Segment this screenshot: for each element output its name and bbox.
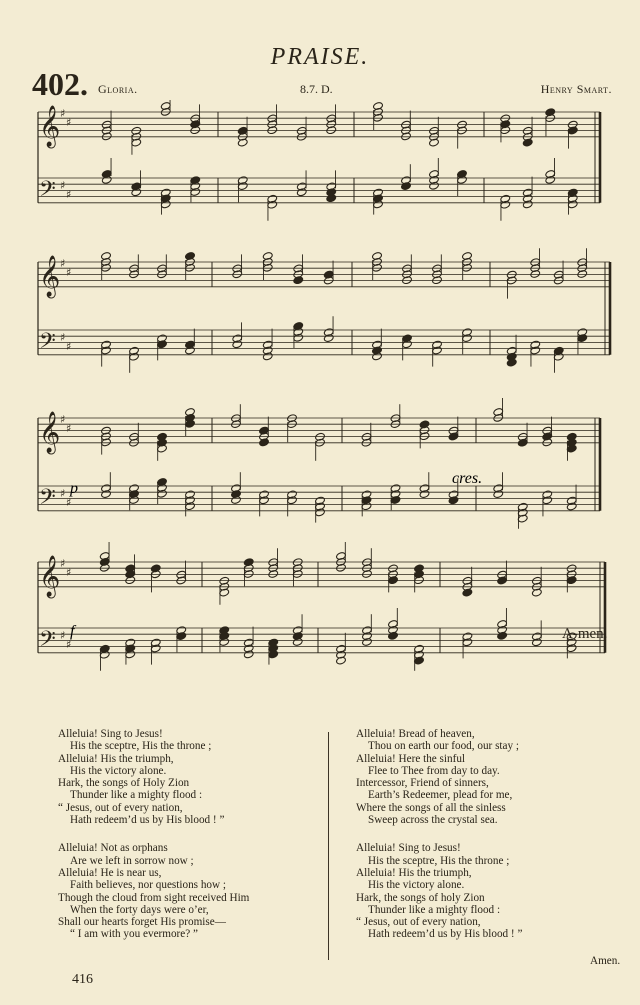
verse-line: “ I am with you evermore? ” [70, 928, 198, 941]
verse-line: His the sceptre, His the throne ; [368, 854, 510, 867]
sharp-icon: ♯ [66, 340, 72, 353]
verse-line: “ Jesus, out of every nation, [58, 801, 183, 814]
verse-line: Thou on earth our food, our stay ; [368, 740, 519, 753]
stanza [58, 728, 328, 826]
verse-line: Shall our hearts forget His promise— [58, 916, 226, 929]
sharp-icon: ♯ [66, 566, 72, 579]
treble-clef-icon: 𝄞 [39, 106, 61, 147]
final-amen: Amen. [590, 955, 621, 967]
sharp-icon: ♯ [60, 107, 66, 120]
sharp-icon: ♯ [66, 496, 72, 509]
sharp-icon: ♯ [60, 257, 66, 270]
verse-line: Are we left in sorrow now ; [70, 854, 194, 867]
verse-line: Where the songs of all the sinless [356, 801, 506, 814]
verse-line: Alleluia! Not as orphans [58, 842, 168, 855]
bass-clef-icon: 𝄢 [39, 177, 56, 207]
dynamic-crescendo: cres. [452, 470, 483, 487]
sharp-icon: ♯ [60, 179, 66, 192]
verse-line: Alleluia! His the triumph, [58, 752, 174, 765]
verse-line: His the victory alone. [368, 879, 465, 892]
dynamic-forte: f [70, 623, 75, 640]
verse-line: Hark, the songs of holy Zion [356, 891, 485, 904]
verse-line: Thunder like a mighty flood : [368, 903, 501, 916]
verse-line: Earth’s Redeemer, plead for me, [368, 789, 513, 802]
verse-line: “ Jesus, out of every nation, [356, 916, 481, 929]
verse-line: Alleluia! Sing to Jesus! [356, 842, 461, 855]
composer: Henry Smart. [540, 82, 612, 96]
verse-line: Alleluia! Bread of heaven, [356, 728, 475, 740]
sharp-icon: ♯ [60, 413, 66, 426]
verse-line: Alleluia! Here the sinful [356, 752, 466, 765]
bass-clef-icon: 𝄢 [39, 485, 56, 515]
amen-label: A-men. [562, 626, 608, 642]
treble-clef-icon: 𝄞 [39, 256, 61, 297]
dynamic-piano: p [70, 480, 78, 497]
verse-line: Intercessor, Friend of sinners, [356, 777, 489, 790]
verse-line: His the sceptre, His the throne ; [70, 740, 212, 753]
hymn-number: 402. [32, 66, 88, 102]
meter: 8.7. D. [300, 82, 333, 96]
page-number: 416 [72, 972, 93, 987]
verse-line: Hath redeem’d us by His blood ! ” [368, 928, 523, 941]
verse-line: Hark, the songs of Holy Zion [58, 777, 190, 790]
stanza [356, 842, 626, 940]
sharp-icon: ♯ [66, 188, 72, 201]
verse-line: Flee to Thee from day to day. [368, 764, 500, 777]
column-divider [328, 732, 329, 960]
sharp-icon: ♯ [66, 638, 72, 651]
verse-line: Alleluia! He is near us, [58, 866, 162, 879]
verse-line: Alleluia! Sing to Jesus! [58, 728, 163, 740]
treble-clef-icon: 𝄞 [39, 556, 61, 597]
verse-line: His the victory alone. [70, 764, 167, 777]
sharp-icon: ♯ [66, 266, 72, 279]
verse-line: Faith believes, nor questions how ; [70, 879, 226, 892]
verse-line: Alleluia! His the triumph, [356, 866, 472, 879]
sharp-icon: ♯ [66, 116, 72, 129]
verse-line: Hath redeem’d us by His blood ! ” [70, 814, 225, 827]
bass-clef-icon: 𝄢 [39, 627, 56, 657]
verse-line: When the forty days were o’er, [70, 903, 209, 916]
sharp-icon: ♯ [60, 629, 66, 642]
treble-clef-icon: 𝄞 [39, 412, 61, 453]
sharp-icon: ♯ [60, 487, 66, 500]
sharp-icon: ♯ [66, 422, 72, 435]
verse-column-right [356, 728, 626, 957]
tune-name: Gloria. [98, 82, 138, 96]
sharp-icon: ♯ [60, 331, 66, 344]
verse-line: Though the cloud from sight received Him [58, 891, 250, 904]
sharp-icon: ♯ [60, 557, 66, 570]
verse-column-left [58, 728, 328, 957]
stanza [58, 842, 328, 940]
verse-line: Sweep across the crystal sea. [368, 814, 498, 827]
verse-line: Thunder like a mighty flood : [70, 789, 203, 802]
music-score [0, 100, 640, 680]
stanza [356, 728, 626, 826]
section-title: PRAISE. [270, 44, 370, 70]
bass-clef-icon: 𝄢 [39, 329, 56, 359]
